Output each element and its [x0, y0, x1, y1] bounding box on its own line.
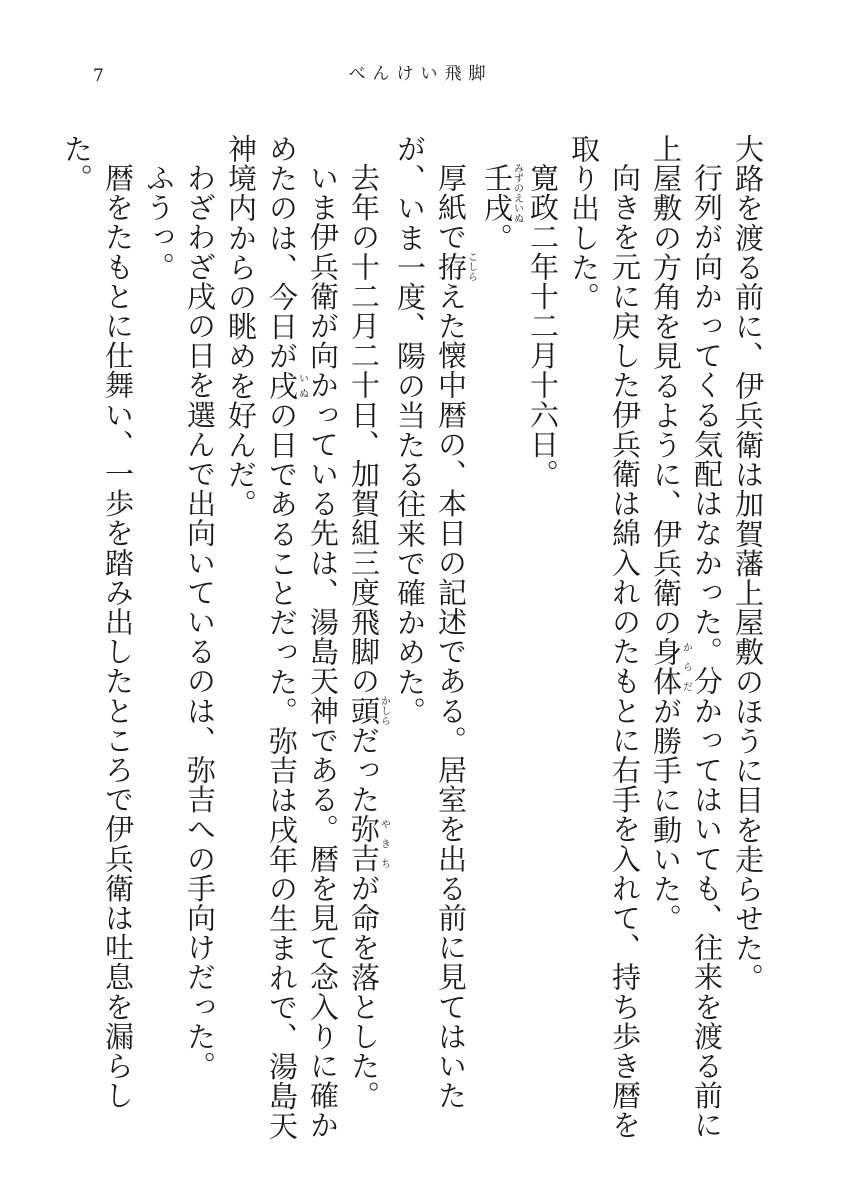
ruby-word — [265, 370, 308, 401]
text-run: だった — [347, 725, 381, 815]
ruby-base: 戌 — [265, 370, 299, 401]
paragraph-2 — [645, 134, 727, 1144]
text-run: 去年の十二月二十日、加賀組三度飛脚の — [347, 163, 381, 696]
paragraph-1 — [727, 134, 768, 1144]
ruby-reading: いぬ — [296, 370, 308, 401]
text-run: 向きを元に戻した伊兵衛は綿入れのたもとに右手を入れて、持ち歩き暦を取り出した。 — [567, 134, 642, 1140]
paragraph-9 — [179, 134, 220, 1144]
text-run: 行列が向かってくる気配はなかった。分かってはいても、往来を渡る前に上屋敷の方角を見るように、伊兵衛の — [649, 134, 724, 1140]
ruby-word — [347, 814, 390, 874]
text-run: が命を落とした。 — [347, 873, 381, 1111]
ruby-reading: かしら — [378, 695, 390, 726]
ruby-word — [649, 637, 692, 697]
ruby-base: 壬戌 — [480, 163, 514, 223]
paragraph-3 — [563, 134, 645, 1144]
ruby-reading: やきち — [378, 814, 390, 874]
text-run: えた懐中暦の、本日の記述である。居室を出る前に見てはいたが、いま一度、陽の当たる往来で確かめた。 — [393, 134, 468, 1111]
text-run: の日であることだった。弥吉は戌年の生まれで、湯島天神境内からの眺めを好んだ。 — [224, 134, 299, 1141]
ruby-reading: からだ — [680, 637, 692, 697]
text-run: 。 — [480, 222, 514, 253]
text-run: ふうっ。 — [142, 163, 176, 282]
text-run: 寛政二年十二月十六日。 — [526, 163, 560, 489]
text-run: わざわざ戌の日を選んで出向いているのは、弥吉への手向けだった。 — [183, 163, 217, 1081]
paragraph-5 — [476, 134, 522, 1144]
ruby-word — [347, 695, 390, 726]
ruby-base: 頭 — [347, 695, 381, 726]
ruby-reading: みずのえいぬ — [511, 163, 523, 223]
body-text — [60, 134, 768, 1144]
paragraph-6 — [389, 134, 476, 1144]
running-head-title: べんけい飛脚 — [348, 64, 493, 84]
paragraph-7 — [343, 134, 389, 1144]
ruby-word — [434, 251, 477, 282]
text-run: 厚紙で — [434, 163, 468, 252]
paragraph-4 — [522, 134, 563, 1144]
paragraph-10 — [138, 134, 179, 1144]
ruby-word — [480, 163, 523, 223]
ruby-base: 拵 — [434, 251, 468, 282]
page-number: 7 — [93, 66, 104, 86]
text-run: が勝手に動いた。 — [649, 696, 683, 934]
text-run: 暦をたもとに仕舞い、一歩を踏み出したところで伊兵衛は吐息を漏らした。 — [60, 134, 135, 1111]
ruby-base: 身体 — [649, 637, 683, 697]
text-run: 大路を渡る前に、伊兵衛は加賀藩上屋敷のほうに目を走らせた。 — [731, 134, 765, 993]
paragraph-11 — [56, 134, 138, 1144]
ruby-base: 弥吉 — [347, 814, 381, 874]
ruby-reading: こしら — [465, 251, 477, 282]
paragraph-8 — [220, 134, 343, 1144]
text-run: いま伊兵衛が向かっている先は、湯島天神である。暦を見て念入りに確かめたのは、今日が — [265, 134, 340, 1140]
